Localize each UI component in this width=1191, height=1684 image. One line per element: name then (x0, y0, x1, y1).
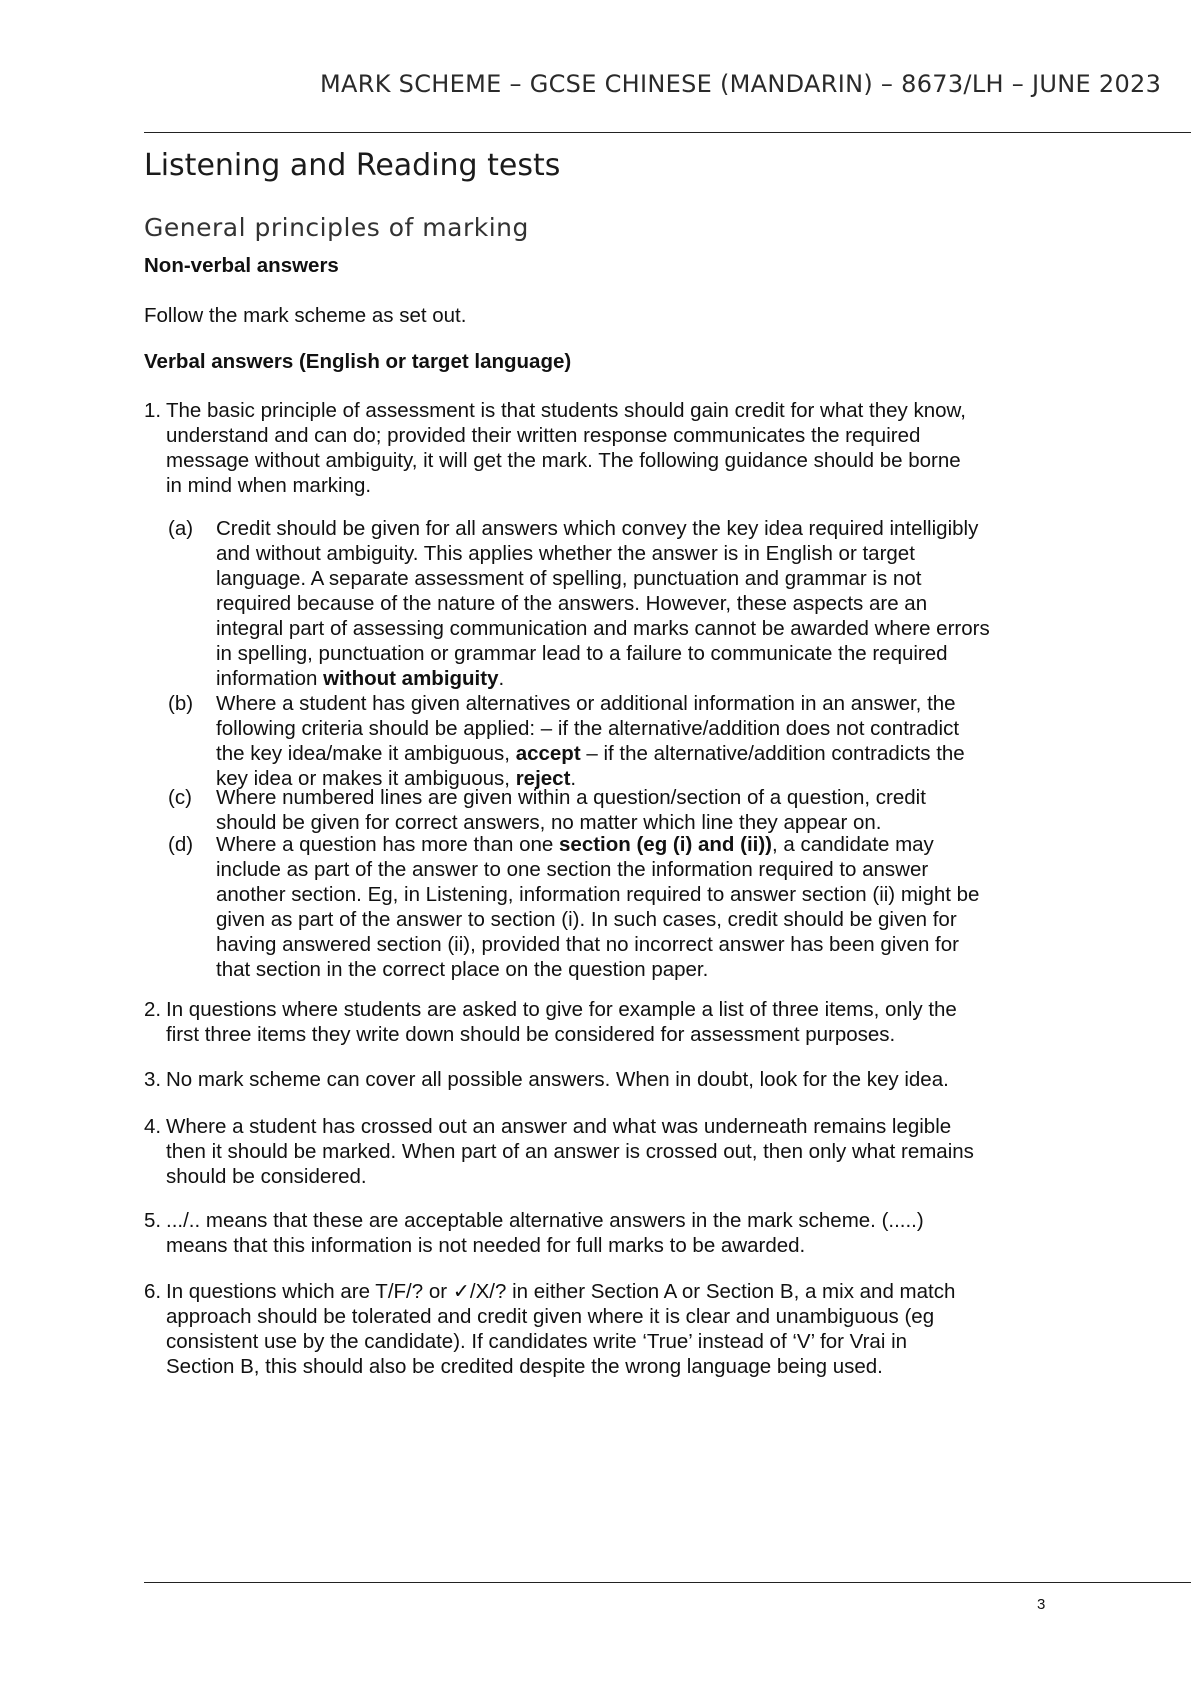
nonverbal-text: Follow the mark scheme as set out. (144, 304, 467, 327)
principle-line: Section B, this should also be credited despite the wrong language being used. (166, 1355, 883, 1378)
sub-item-label: (a) (168, 517, 194, 540)
sub-item-label: (c) (168, 786, 192, 809)
principle-number: 5. (144, 1209, 162, 1232)
emphasis-text: reject (515, 767, 571, 790)
principle-line: message without ambiguity, it will get the mark. The following guidance should be borne (166, 449, 961, 472)
sub-item-line: Where numbered lines are given within a question/section of a question, credit (216, 786, 926, 809)
text-run: key idea or makes it ambiguous, (216, 767, 516, 790)
text-run: Where a question has more than one (216, 833, 560, 856)
sub-item-line: another section. Eg, in Listening, information required to answer section (ii) might be (216, 883, 980, 906)
sub-item-line (216, 666, 1048, 691)
principle-line: in mind when marking. (166, 474, 372, 497)
principle-line: Where a student has crossed out an answer and what was underneath remains legible (166, 1115, 952, 1138)
principle-line: consistent use by the candidate). If candidates write ‘True’ instead of ‘V’ for Vrai in (166, 1330, 908, 1353)
principle-line: The basic principle of assessment is that students should gain credit for what they know, (166, 399, 966, 422)
sub-item-line: having answered section (ii), provided that no incorrect answer has been given for (216, 933, 959, 956)
principle-number: 3. (144, 1068, 162, 1091)
principle-line: In questions where students are asked to give for example a list of three items, only the (166, 998, 957, 1021)
text-run: , a candidate may (771, 833, 934, 856)
sub-item-a (168, 516, 1048, 691)
principle-line: No mark scheme can cover all possible answers. When in doubt, look for the key idea. (166, 1068, 949, 1091)
sub-item-line: that section in the correct place on the question paper. (216, 958, 709, 981)
principle-1 (144, 398, 1044, 498)
sub-item-line: and without ambiguity. This applies whether the answer is in English or target (216, 542, 915, 565)
principle-number: 2. (144, 998, 162, 1021)
emphasis-text: accept (515, 742, 581, 765)
nonverbal-heading: Non-verbal answers (144, 254, 339, 277)
verbal-heading: Verbal answers (English or target language) (144, 350, 572, 373)
emphasis-text: section (eg (i) and (ii)) (559, 833, 772, 856)
sub-item-line: integral part of assessing communication and marks cannot be awarded where errors (216, 617, 990, 640)
principle-line: then it should be marked. When part of an answer is crossed out, then only what remains (166, 1140, 974, 1163)
sub-item-line: include as part of the answer to one section the information required to answer (216, 858, 929, 881)
sub-item-label: (b) (168, 692, 194, 715)
text-run: the key idea/make it ambiguous, (216, 742, 516, 765)
principle-6 (144, 1279, 1044, 1379)
principle-number: 4. (144, 1115, 162, 1138)
principle-line: understand and can do; provided their written response communicates the required (166, 424, 921, 447)
principle-3 (144, 1067, 1044, 1092)
sub-item-label: (d) (168, 833, 194, 856)
running-header: MARK SCHEME – GCSE CHINESE (MANDARIN) – 8673/LH – JUNE 2023 (320, 70, 1162, 98)
emphasis-text: without ambiguity (323, 667, 499, 690)
principle-line: should be considered. (166, 1165, 367, 1188)
page-number: 3 (1037, 1596, 1046, 1613)
principle-line: means that this information is not needed for full marks to be awarded. (166, 1234, 806, 1257)
text-run: information (216, 667, 324, 690)
sub-item-line: given as part of the answer to section (i). In such cases, credit should be given for (216, 908, 957, 931)
text-run: – if the alternative/addition contradicts the (580, 742, 965, 765)
principle-4 (144, 1114, 1044, 1189)
sub-item-line (216, 832, 1048, 857)
sub-item-line: required because of the nature of the answers. However, these aspects are an (216, 592, 928, 615)
sub-item-b (168, 691, 1048, 791)
page-title: Listening and Reading tests (144, 148, 561, 183)
principle-line: first three items they write down should be considered for assessment purposes. (166, 1023, 896, 1046)
sub-item-d (168, 832, 1048, 982)
principle-line: In questions which are T/F/? or ✓/X/? in either Section A or Section B, a mix and match (166, 1280, 956, 1303)
footer-rule (144, 1582, 1191, 1583)
sub-item-line: in spelling, punctuation or grammar lead to a failure to communicate the required (216, 642, 948, 665)
header-rule (144, 132, 1191, 133)
principle-number: 6. (144, 1280, 162, 1303)
principle-number: 1. (144, 399, 162, 422)
section-subtitle: General principles of marking (144, 213, 529, 242)
sub-item-line (216, 741, 1048, 766)
principle-5 (144, 1208, 1044, 1258)
principle-2 (144, 997, 1044, 1047)
text-run: . (498, 667, 505, 690)
sub-item-c (168, 785, 1048, 835)
sub-item-line: language. A separate assessment of spelling, punctuation and grammar is not (216, 567, 922, 590)
text-run: . (570, 767, 577, 790)
sub-item-line: following criteria should be applied: – if the alternative/addition does not contradict (216, 717, 960, 740)
sub-item-line: Where a student has given alternatives or additional information in an answer, the (216, 692, 956, 715)
principle-line: .../.. means that these are acceptable alternative answers in the mark scheme. (.....) (166, 1209, 924, 1232)
sub-item-line: Credit should be given for all answers which convey the key idea required intelligibly (216, 517, 979, 540)
sub-item-line: should be given for correct answers, no matter which line they appear on. (216, 811, 882, 834)
principle-line: approach should be tolerated and credit given where it is clear and unambiguous (eg (166, 1305, 935, 1328)
